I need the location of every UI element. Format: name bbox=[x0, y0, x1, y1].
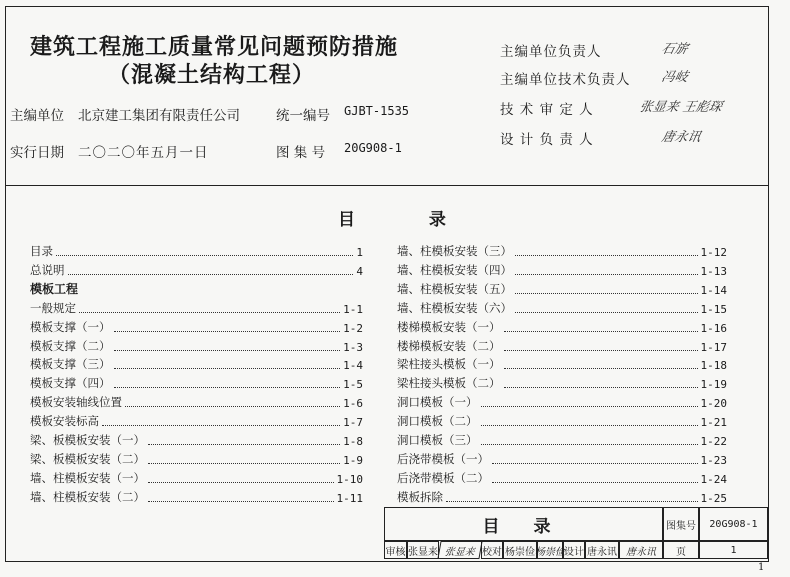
check-signature: 杨崇俭 bbox=[537, 541, 563, 559]
toc-entry bbox=[397, 430, 727, 448]
review-signature: 张显来 bbox=[437, 541, 482, 559]
toc-leader-dots bbox=[148, 482, 334, 483]
toc-entry-page: 1-3 bbox=[343, 340, 363, 354]
toc-entry-label: 模板支撑（一） bbox=[30, 319, 111, 334]
toc-entry-label: 模板安装标高 bbox=[30, 414, 99, 429]
toc-entry-page: 1-1 bbox=[343, 302, 363, 316]
design-name: 唐永讯 bbox=[585, 541, 619, 559]
editor-unit-value: 北京建工集团有限责任公司 bbox=[78, 108, 240, 124]
toc-leader-dots bbox=[481, 444, 698, 445]
toc-entry bbox=[30, 317, 363, 335]
editor-unit-label: 主编单位 bbox=[10, 108, 64, 124]
date-label: 实行日期 bbox=[10, 145, 64, 161]
toc-entry-label: 楼梯模板安装（一） bbox=[397, 319, 501, 334]
toc-leader-dots bbox=[492, 482, 698, 483]
toc-entry bbox=[397, 336, 727, 354]
toc-entry-page: 1-2 bbox=[343, 321, 363, 335]
toc-entry-label: 洞口模板（三） bbox=[397, 433, 478, 447]
toc-entry bbox=[397, 373, 727, 391]
toc-entry-page: 1 bbox=[356, 246, 363, 259]
toc-title: 目 录 bbox=[338, 210, 480, 230]
check-name: 杨崇俭 bbox=[503, 541, 537, 559]
toc-entry-label: 梁柱接头模板（一） bbox=[397, 357, 501, 372]
toc-leader-dots bbox=[481, 406, 698, 407]
toc-leader-dots bbox=[492, 463, 698, 464]
toc-entry bbox=[30, 487, 363, 505]
check-label: 校对 bbox=[481, 541, 503, 559]
signature-label-1: 主编单位负责人 bbox=[500, 44, 602, 60]
toc-entry-page: 1-25 bbox=[700, 491, 727, 505]
toc-leader-dots bbox=[114, 387, 341, 388]
signature-label-3: 技 术 审 定 人 bbox=[500, 102, 594, 118]
toc-entry-label: 洞口模板（二） bbox=[397, 414, 478, 429]
toc-entry-page: 1-9 bbox=[343, 453, 363, 467]
toc-entry-page: 1-11 bbox=[336, 491, 363, 505]
atlas-label: 图 集 号 bbox=[276, 145, 326, 161]
title-block bbox=[384, 507, 768, 559]
signature-label-4: 设 计 负 责 人 bbox=[500, 132, 594, 148]
toc-entry bbox=[30, 279, 363, 297]
toc-entry bbox=[397, 468, 727, 486]
toc-entry-page: 1-22 bbox=[700, 435, 727, 448]
toc-entry-label: 梁、板模板安装（二） bbox=[30, 451, 145, 466]
signature-label-2: 主编单位技术负责人 bbox=[500, 72, 631, 88]
date-value: 二〇二〇年五月一日 bbox=[78, 145, 209, 161]
toc-entry bbox=[397, 411, 727, 429]
toc-entry-page: 1-23 bbox=[700, 453, 727, 467]
toc-entry bbox=[397, 298, 727, 316]
toc-entry bbox=[30, 468, 363, 486]
toc-leader-dots bbox=[102, 425, 340, 426]
corner-page-number: 1 bbox=[758, 562, 765, 573]
signature-4: 唐永讯 bbox=[659, 130, 703, 145]
title-block-atlas-label: 图集号 bbox=[663, 508, 699, 541]
toc-leader-dots bbox=[515, 274, 698, 275]
toc-leader-dots bbox=[79, 312, 340, 313]
toc-leader-dots bbox=[446, 501, 698, 502]
toc-leader-dots bbox=[504, 368, 698, 369]
toc-entry bbox=[30, 241, 363, 259]
toc-leader-dots bbox=[56, 255, 353, 256]
toc-leader-dots bbox=[148, 444, 340, 445]
toc-entry bbox=[397, 449, 727, 467]
toc-entry bbox=[30, 373, 363, 391]
toc-entry bbox=[30, 336, 363, 354]
toc-entry bbox=[30, 392, 363, 410]
toc-entry-label: 模板拆除 bbox=[397, 489, 443, 504]
toc-entry-page: 1-24 bbox=[700, 472, 727, 486]
toc-entry bbox=[397, 241, 727, 259]
toc-entry-page: 1-17 bbox=[700, 340, 727, 354]
toc-entry-label: 后浇带模板（一） bbox=[397, 451, 489, 466]
toc-entry-page: 1-15 bbox=[700, 302, 727, 316]
toc-entry-label: 墙、柱模板安装（一） bbox=[30, 470, 145, 485]
document-title: 建筑工程施工质量常见问题预防措施 bbox=[30, 34, 399, 60]
toc-leader-dots bbox=[114, 331, 341, 332]
review-label: 审核 bbox=[385, 541, 407, 559]
signature-1: 石旂 bbox=[659, 42, 690, 57]
toc-leader-dots bbox=[515, 255, 698, 256]
atlas-value: 20G908-1 bbox=[344, 141, 402, 155]
code-value: GJBT-1535 bbox=[344, 104, 410, 118]
toc-leader-dots bbox=[504, 350, 698, 351]
toc-entry-label: 模板工程 bbox=[30, 281, 79, 296]
toc-entry-page: 1-18 bbox=[700, 359, 727, 373]
toc-entry-label: 梁、板模板安装（一） bbox=[30, 433, 145, 447]
title-block-title: 目 录 bbox=[385, 508, 663, 541]
design-label: 设计 bbox=[563, 541, 585, 559]
toc-entry-page: 1-12 bbox=[700, 246, 727, 259]
toc-entry-label: 模板安装轴线位置 bbox=[30, 395, 122, 410]
review-name: 张显来 bbox=[407, 541, 439, 559]
toc-entry bbox=[30, 411, 363, 429]
toc-entry-page: 1-5 bbox=[343, 378, 363, 392]
toc-entry-page: 1-20 bbox=[700, 397, 727, 411]
toc-entry-page: 1-4 bbox=[343, 359, 363, 373]
toc-entry-label: 墙、柱模板安装（二） bbox=[30, 489, 145, 504]
toc-leader-dots bbox=[114, 368, 341, 369]
signature-3: 张显来 王彪琛 bbox=[637, 100, 724, 115]
toc-entry bbox=[397, 354, 727, 372]
toc-entry bbox=[30, 354, 363, 372]
toc-entry-label: 后浇带模板（二） bbox=[397, 470, 489, 485]
toc-leader-dots bbox=[148, 463, 340, 464]
toc-leader-dots bbox=[148, 501, 334, 502]
toc-entry-page: 1-21 bbox=[700, 416, 727, 430]
toc-entry-page: 1-16 bbox=[700, 321, 727, 335]
signature-2: 冯岐 bbox=[659, 70, 690, 85]
toc-entry-page: 4 bbox=[356, 264, 363, 278]
toc-entry-label: 模板支撑（三） bbox=[30, 357, 111, 372]
toc-entry bbox=[30, 430, 363, 448]
toc-leader-dots bbox=[504, 387, 698, 388]
design-signature: 唐永讯 bbox=[619, 541, 663, 559]
toc-leader-dots bbox=[515, 312, 698, 313]
toc-leader-dots bbox=[481, 425, 698, 426]
toc-entry bbox=[397, 487, 727, 505]
toc-entry-label: 梁柱接头模板（二） bbox=[397, 376, 501, 391]
toc-leader-dots bbox=[504, 331, 698, 332]
title-block-atlas-value: 20G908-1 bbox=[699, 508, 767, 541]
toc-entry-label: 一般规定 bbox=[30, 300, 76, 315]
toc-entry-page: 1-19 bbox=[700, 378, 727, 392]
toc-leader-dots bbox=[68, 274, 354, 275]
toc-entry-label: 洞口模板（一） bbox=[397, 395, 478, 410]
toc-entry-page: 1-6 bbox=[343, 397, 363, 411]
toc-entry-label: 墙、柱模板安装（三） bbox=[397, 244, 512, 258]
toc-entry bbox=[397, 279, 727, 297]
toc-entry-label: 楼梯模板安装（二） bbox=[397, 338, 501, 353]
code-label: 统一编号 bbox=[276, 108, 330, 124]
toc-leader-dots bbox=[114, 350, 341, 351]
header-separator bbox=[5, 185, 769, 186]
toc-entry-page: 1-13 bbox=[700, 264, 727, 278]
toc-entry-label: 墙、柱模板安装（六） bbox=[397, 300, 512, 315]
toc-entry-page: 1-8 bbox=[343, 435, 363, 448]
toc-entry bbox=[30, 298, 363, 316]
toc-entry-page: 1-10 bbox=[336, 472, 363, 486]
toc-entry bbox=[397, 317, 727, 335]
toc-entry-page: 1-7 bbox=[343, 416, 363, 430]
toc-entry bbox=[397, 392, 727, 410]
document-subtitle: （混凝土结构工程） bbox=[108, 62, 316, 88]
toc-entry bbox=[397, 260, 727, 278]
toc-leader-dots bbox=[125, 406, 340, 407]
toc-entry bbox=[30, 449, 363, 467]
toc-entry-label: 目录 bbox=[30, 244, 53, 258]
toc-leader-dots bbox=[515, 293, 698, 294]
toc-entry-label: 模板支撑（二） bbox=[30, 338, 111, 353]
page-label: 页 bbox=[663, 541, 699, 559]
toc-entry-label: 墙、柱模板安装（四） bbox=[397, 262, 512, 277]
toc-entry-label: 墙、柱模板安装（五） bbox=[397, 281, 512, 296]
toc-entry-label: 总说明 bbox=[30, 262, 65, 277]
toc-entry bbox=[30, 260, 363, 278]
toc-entry-label: 模板支撑（四） bbox=[30, 376, 111, 391]
toc-entry-page: 1-14 bbox=[700, 283, 727, 297]
page-value: 1 bbox=[699, 541, 767, 559]
